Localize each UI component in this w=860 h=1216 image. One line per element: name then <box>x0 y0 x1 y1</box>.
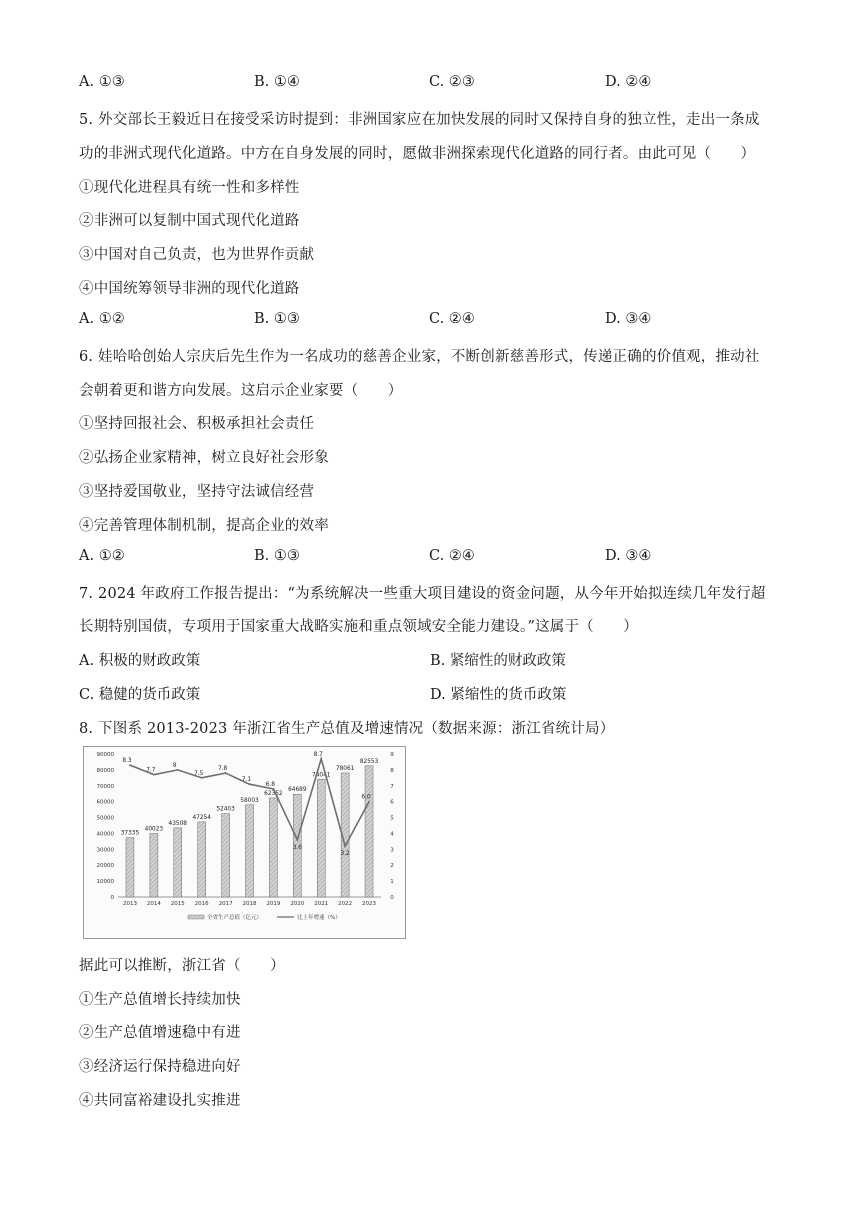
gdp-bar-value-label: 78061 <box>335 765 355 772</box>
gdp-bar-value-label: 40023 <box>144 826 164 833</box>
y-right-tick-label: 5 <box>390 815 394 822</box>
gdp-bar-value-label: 47254 <box>192 814 211 821</box>
y-right-tick-label: 3 <box>390 847 394 854</box>
gdp-bar <box>269 798 277 897</box>
q8-item-4: ④共同富裕建设扎实推进 <box>79 1093 241 1109</box>
growth-rate-value-label: 7.5 <box>194 770 204 777</box>
q6-item-2: ②弘扬企业家精神，树立良好社会形象 <box>79 450 329 466</box>
q4-option-b[interactable]: B. ①④ <box>254 74 300 90</box>
q7-stem-line-1: 7. 2024 年政府工作报告提出：“为系统解决一些重大项目建设的资金问题，从今年开始拟连续几年发行超 <box>79 586 766 602</box>
legend-bar-label: 全省生产总值（亿元） <box>207 915 263 921</box>
y-right-tick-label: 1 <box>390 879 394 886</box>
q7-option-d[interactable]: D. 紧缩性的货币政策 <box>430 687 567 703</box>
growth-rate-value-label: 3.2 <box>340 851 350 858</box>
growth-rate-point <box>129 764 131 766</box>
growth-rate-point <box>201 777 203 779</box>
x-tick-label: 2015 <box>170 901 185 907</box>
growth-rate-point <box>344 845 346 847</box>
y-left-tick-label: 60000 <box>96 799 114 806</box>
q7-option-c[interactable]: C. 稳健的货币政策 <box>79 687 201 703</box>
q5-stem-line-2: 功的非洲式现代化道路。中方在自身发展的同时，愿做非洲探索现代化道路的同行者。由此可见（ ） <box>79 146 756 162</box>
q7-option-b[interactable]: B. 紧缩性的财政政策 <box>430 653 566 669</box>
y-left-tick-label: 50000 <box>96 815 114 822</box>
growth-rate-point <box>177 769 179 771</box>
x-tick-label: 2013 <box>122 901 137 907</box>
growth-rate-point <box>249 783 251 785</box>
x-tick-label: 2021 <box>314 901 329 907</box>
q4-option-d[interactable]: D. ②④ <box>605 74 652 90</box>
growth-rate-value-label: 8 <box>172 762 177 769</box>
growth-rate-value-label: 6.0 <box>361 794 371 801</box>
growth-rate-value-label: 7.7 <box>146 767 156 774</box>
q6-stem-line-1: 6. 娃哈哈创始人宗庆后先生作为一名成功的慈善企业家，不断创新慈善形式，传递正确的价值观，推动社 <box>79 349 760 365</box>
gdp-bar-value-label: 64689 <box>288 787 307 794</box>
x-tick-label: 2016 <box>194 901 209 907</box>
q5-option-b[interactable]: B. ①③ <box>254 311 300 327</box>
gdp-bar <box>198 822 206 897</box>
y-left-tick-label: 40000 <box>96 831 114 838</box>
y-right-tick-label: 6 <box>390 799 394 806</box>
q5-stem-line-1: 5. 外交部长王毅近日在接受采访时提到：非洲国家应在加快发展的同时又保持自身的独立性，走出一条成 <box>79 112 760 128</box>
q4-option-c[interactable]: C. ②③ <box>429 74 475 90</box>
legend-line-label: 比上年增速（%） <box>297 915 341 921</box>
x-tick-label: 2023 <box>362 901 377 907</box>
q5-item-1: ①现代化进程具有统一性和多样性 <box>79 180 300 196</box>
q5-item-4: ④中国统筹领导非洲的现代化道路 <box>79 281 300 297</box>
q8-item-3: ③经济运行保持稳进向好 <box>79 1059 241 1075</box>
y-right-tick-label: 9 <box>390 752 394 758</box>
gdp-bar <box>126 838 134 897</box>
q5-item-3: ③中国对自己负责，也为世界作贡献 <box>79 247 315 263</box>
gdp-bar <box>174 828 182 897</box>
y-left-tick-label: 20000 <box>96 863 114 870</box>
growth-rate-value-label: 7.1 <box>241 777 252 784</box>
x-tick-label: 2022 <box>338 901 353 907</box>
q7-stem-line-2: 长期特别国债，专项用于国家重大战略实施和重点领域安全能力建设。”这属于（ ） <box>79 619 638 635</box>
q6-stem-line-2: 会朝着更和谐方向发展。这启示企业家要（ ） <box>79 383 403 399</box>
y-left-tick-label: 30000 <box>96 847 114 854</box>
y-right-tick-label: 2 <box>390 863 394 870</box>
q6-item-3: ③坚持爱国敬业，坚持守法诚信经营 <box>79 484 315 500</box>
gdp-bar-value-label: 37335 <box>120 830 140 837</box>
q7-option-a[interactable]: A. 积极的财政政策 <box>79 653 201 669</box>
gdp-bar-value-label: 58003 <box>240 797 259 804</box>
q5-option-c[interactable]: C. ②④ <box>429 311 475 327</box>
x-tick-label: 2014 <box>146 901 161 907</box>
q6-option-a[interactable]: A. ①② <box>79 548 125 564</box>
q6-item-1: ①坚持回报社会、积极承担社会责任 <box>79 416 315 432</box>
growth-rate-point <box>368 801 370 803</box>
q8-item-2: ②生产总值增速稳中有进 <box>79 1025 241 1041</box>
y-right-tick-label: 4 <box>390 831 394 838</box>
gdp-bar-value-label: 82553 <box>359 758 379 765</box>
gdp-bar-value-label: 62352 <box>264 790 283 797</box>
q8-prompt: 据此可以推断，浙江省（ ） <box>79 958 285 974</box>
growth-rate-point <box>273 788 275 790</box>
growth-rate-value-label: 3.6 <box>292 844 302 851</box>
q6-option-d[interactable]: D. ③④ <box>605 548 652 564</box>
y-left-tick-label: 90000 <box>96 752 114 758</box>
y-left-tick-label: 0 <box>110 895 114 901</box>
q4-option-a[interactable]: A. ①③ <box>79 74 125 90</box>
gdp-bar <box>150 833 158 897</box>
q8-stem: 8. 下图系 2013-2023 年浙江省生产总值及增速情况（数据来源：浙江省统计局） <box>79 721 615 737</box>
growth-rate-value-label: 6.8 <box>265 781 276 788</box>
gdp-bar <box>317 779 325 897</box>
gdp-bar-value-label: 74041 <box>312 772 331 779</box>
growth-rate-point <box>320 758 322 760</box>
y-left-tick-label: 70000 <box>96 783 114 790</box>
gdp-bar-value-label: 52403 <box>216 806 235 813</box>
y-right-tick-label: 8 <box>390 767 394 774</box>
growth-rate-value-label: 8.3 <box>122 758 132 765</box>
growth-rate-value-label: 7.8 <box>217 766 228 773</box>
y-right-tick-label: 0 <box>390 895 394 901</box>
growth-rate-value-label: 8.7 <box>313 751 323 758</box>
y-left-tick-label: 80000 <box>96 767 114 774</box>
q6-item-4: ④完善管理体制机制，提高企业的效率 <box>79 518 329 534</box>
gdp-chart-svg <box>84 747 405 938</box>
gdp-bar-value-label: 43508 <box>168 820 187 827</box>
x-tick-label: 2020 <box>290 901 305 907</box>
y-left-tick-label: 10000 <box>96 879 114 886</box>
q6-option-c[interactable]: C. ②④ <box>429 548 475 564</box>
legend-bar-swatch <box>188 915 204 919</box>
q5-item-2: ②非洲可以复制中国式现代化道路 <box>79 213 300 229</box>
gdp-bar <box>246 805 254 897</box>
growth-rate-point <box>296 839 298 841</box>
x-tick-label: 2019 <box>266 901 281 907</box>
q8-item-1: ①生产总值增长持续加快 <box>79 992 241 1008</box>
gdp-bar <box>222 814 230 897</box>
growth-rate-point <box>153 774 155 776</box>
y-right-tick-label: 7 <box>390 783 394 790</box>
q6-option-b[interactable]: B. ①③ <box>254 548 300 564</box>
x-tick-label: 2018 <box>242 901 257 907</box>
gdp-chart <box>83 746 406 939</box>
q5-option-d[interactable]: D. ③④ <box>605 311 652 327</box>
gdp-bar <box>365 766 373 897</box>
growth-rate-point <box>225 772 227 774</box>
q5-option-a[interactable]: A. ①② <box>79 311 125 327</box>
x-tick-label: 2017 <box>218 901 233 907</box>
